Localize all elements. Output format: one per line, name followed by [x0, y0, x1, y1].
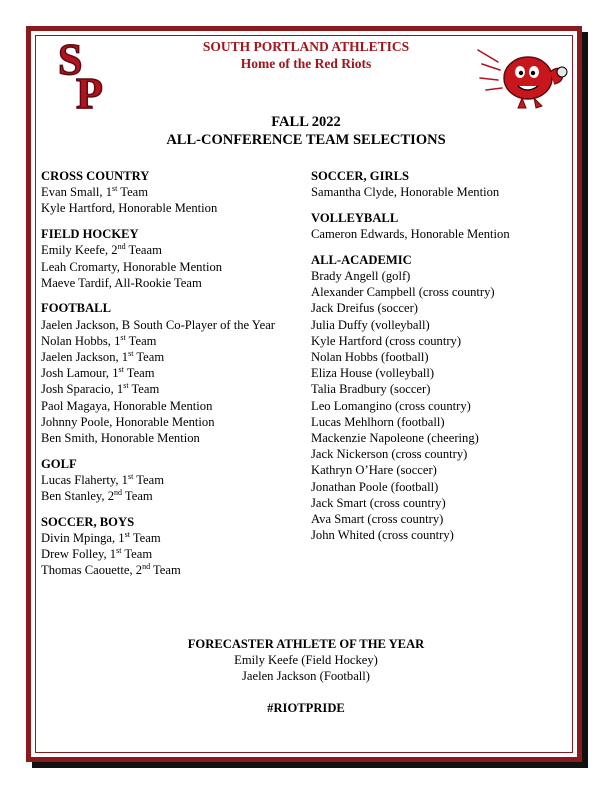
entry-name: Jaelen Jackson, B South Co-Player of the Year [41, 317, 275, 332]
entry-name: Nolan Hobbs (football) [311, 350, 429, 365]
section-title: SOCCER, GIRLS [311, 169, 409, 183]
entry-name: Ava Smart (cross country) [311, 512, 444, 527]
section [311, 168, 581, 200]
entry-suffix: Team [121, 547, 153, 562]
list-item [311, 300, 581, 316]
entry-suffix: Team [133, 472, 165, 487]
entry-suffix: Team [150, 563, 181, 578]
entry-name: Leo Lomangino (cross country) [311, 398, 471, 413]
section-title: SOCCER, BOYS [41, 514, 135, 529]
list-item [311, 495, 581, 511]
list-item [41, 381, 291, 397]
list-item [311, 365, 581, 381]
entry-name: Paol Magaya, Honorable Mention [41, 398, 213, 413]
ordinal-suffix: st [116, 546, 122, 556]
entry-name: Evan Small, 1 [41, 185, 113, 200]
right-column [311, 168, 581, 553]
section [41, 514, 291, 579]
ordinal-suffix: st [118, 365, 124, 375]
list-item [41, 414, 291, 430]
list-item [311, 381, 581, 397]
entry-name: Jack Dreifus (soccer) [311, 301, 418, 316]
list-item [41, 530, 291, 546]
list-item [41, 546, 291, 562]
entry-suffix: Team [129, 531, 161, 546]
list-item [311, 430, 581, 446]
entry-name: Lucas Flaherty, 1 [41, 472, 128, 487]
ordinal-suffix: nd [142, 562, 151, 572]
list-item [311, 462, 581, 478]
entry-name: Kyle Hartford, Honorable Mention [41, 201, 218, 216]
list-item [41, 333, 291, 349]
entry-suffix: Teaam [125, 243, 162, 258]
entry-name: Josh Lamour, 1 [41, 366, 119, 381]
entry-suffix: Team [133, 350, 165, 365]
entry-name: Alexander Campbell (cross country) [311, 285, 495, 300]
entry-name: Jonathan Poole (football) [311, 479, 439, 494]
list-item [311, 446, 581, 462]
entry-name: Kathryn O’Hare (soccer) [311, 463, 437, 478]
section-title: FOOTBALL [41, 301, 111, 316]
list-item [311, 414, 581, 430]
hashtag: #RIOTPRIDE [267, 701, 345, 715]
section [41, 456, 291, 505]
school-name: SOUTH PORTLAND ATHLETICS [202, 39, 410, 54]
entry-name: Drew Folley, 1 [41, 547, 117, 562]
ordinal-suffix: nd [114, 488, 122, 498]
ordinal-suffix: st [112, 184, 118, 194]
award-recipient: Jaelen Jackson (Football) [241, 669, 370, 683]
svg-text:P: P [76, 69, 103, 112]
entry-suffix: Team [123, 366, 155, 381]
entry-name: Lucas Mehlhorn (football) [311, 414, 445, 429]
list-item [311, 317, 581, 333]
entry-name: Ben Stanley, 2 [41, 489, 114, 504]
list-item [311, 184, 581, 200]
svg-text:S: S [58, 38, 83, 84]
section [41, 226, 291, 291]
list-item [311, 511, 581, 527]
list-item [41, 349, 291, 365]
entry-name: John Whited (cross country) [311, 528, 454, 543]
entry-name: Emily Keefe, 2 [41, 243, 118, 258]
ordinal-suffix: st [123, 381, 129, 391]
list-item [311, 398, 581, 414]
section-title: ALL-ACADEMIC [311, 252, 412, 267]
entry-suffix: Team [128, 382, 160, 397]
list-item [41, 365, 291, 381]
entry-name: Eliza House (volleyball) [311, 366, 435, 381]
section-title: GOLF [41, 456, 77, 471]
entry-name: Talia Bradbury (soccer) [311, 382, 431, 397]
list-item [311, 284, 581, 300]
list-item [41, 562, 291, 578]
list-item [41, 200, 291, 216]
list-item [41, 430, 291, 446]
list-item [41, 184, 291, 200]
section [41, 168, 291, 217]
entry-name: Divin Mpinga, 1 [41, 531, 125, 546]
entry-name: Mackenzie Napoleone (cheering) [311, 431, 479, 446]
season-title: FALL 2022 [271, 114, 341, 130]
list-item [41, 242, 291, 258]
entry-name: Kyle Hartford (cross country) [311, 333, 462, 348]
list-item [41, 472, 291, 488]
list-item [41, 317, 291, 333]
ordinal-suffix: st [124, 530, 130, 540]
list-item [311, 479, 581, 495]
entry-name: Leah Cromarty, Honorable Mention [41, 259, 223, 274]
list-item [311, 226, 581, 242]
entry-name: Josh Sparacio, 1 [41, 382, 124, 397]
entry-name: Maeve Tardif, All-Rookie Team [41, 275, 202, 290]
entry-name: Jaelen Jackson, 1 [41, 350, 129, 365]
entry-name: Brady Angell (golf) [311, 269, 411, 284]
section [311, 210, 581, 242]
entry-name: Samantha Clyde, Honorable Mention [311, 185, 500, 200]
entry-name: Cameron Edwards, Honorable Mention [311, 227, 510, 242]
list-item [311, 333, 581, 349]
entry-name: Julia Duffy (volleyball) [311, 317, 430, 332]
document-title: ALL-CONFERENCE TEAM SELECTIONS [166, 132, 446, 148]
list-item [41, 275, 291, 291]
list-item [311, 527, 581, 543]
entry-name: Johnny Poole, Honorable Mention [41, 414, 215, 429]
section-title: VOLLEYBALL [311, 210, 399, 225]
list-item [41, 259, 291, 275]
ordinal-suffix: nd [117, 242, 126, 252]
list-item [311, 268, 581, 284]
award-recipient: Emily Keefe (Field Hockey) [234, 653, 378, 667]
entry-name: Nolan Hobbs, 1 [41, 333, 121, 348]
ordinal-suffix: st [127, 471, 134, 481]
entry-name: Ben Smith, Honorable Mention [41, 431, 200, 446]
ordinal-suffix: st [128, 349, 134, 359]
entry-suffix: Team [117, 185, 149, 200]
award-title: FORECASTER ATHLETE OF THE YEAR [187, 637, 425, 651]
entry-suffix: Team [125, 333, 157, 348]
list-item [41, 488, 291, 504]
school-tagline: Home of the Red Riots [240, 56, 372, 71]
list-item [41, 398, 291, 414]
entry-name: Thomas Caouette, 2 [41, 563, 143, 578]
section-title: FIELD HOCKEY [41, 227, 139, 242]
left-column [41, 168, 291, 588]
ordinal-suffix: st [120, 332, 126, 342]
section [311, 252, 581, 544]
list-item [311, 349, 581, 365]
entry-name: Jack Nickerson (cross country) [311, 447, 468, 462]
entry-suffix: Team [122, 489, 153, 504]
entry-name: Jack Smart (cross country) [311, 495, 446, 510]
section [41, 300, 291, 446]
section-title: CROSS COUNTRY [41, 169, 150, 183]
